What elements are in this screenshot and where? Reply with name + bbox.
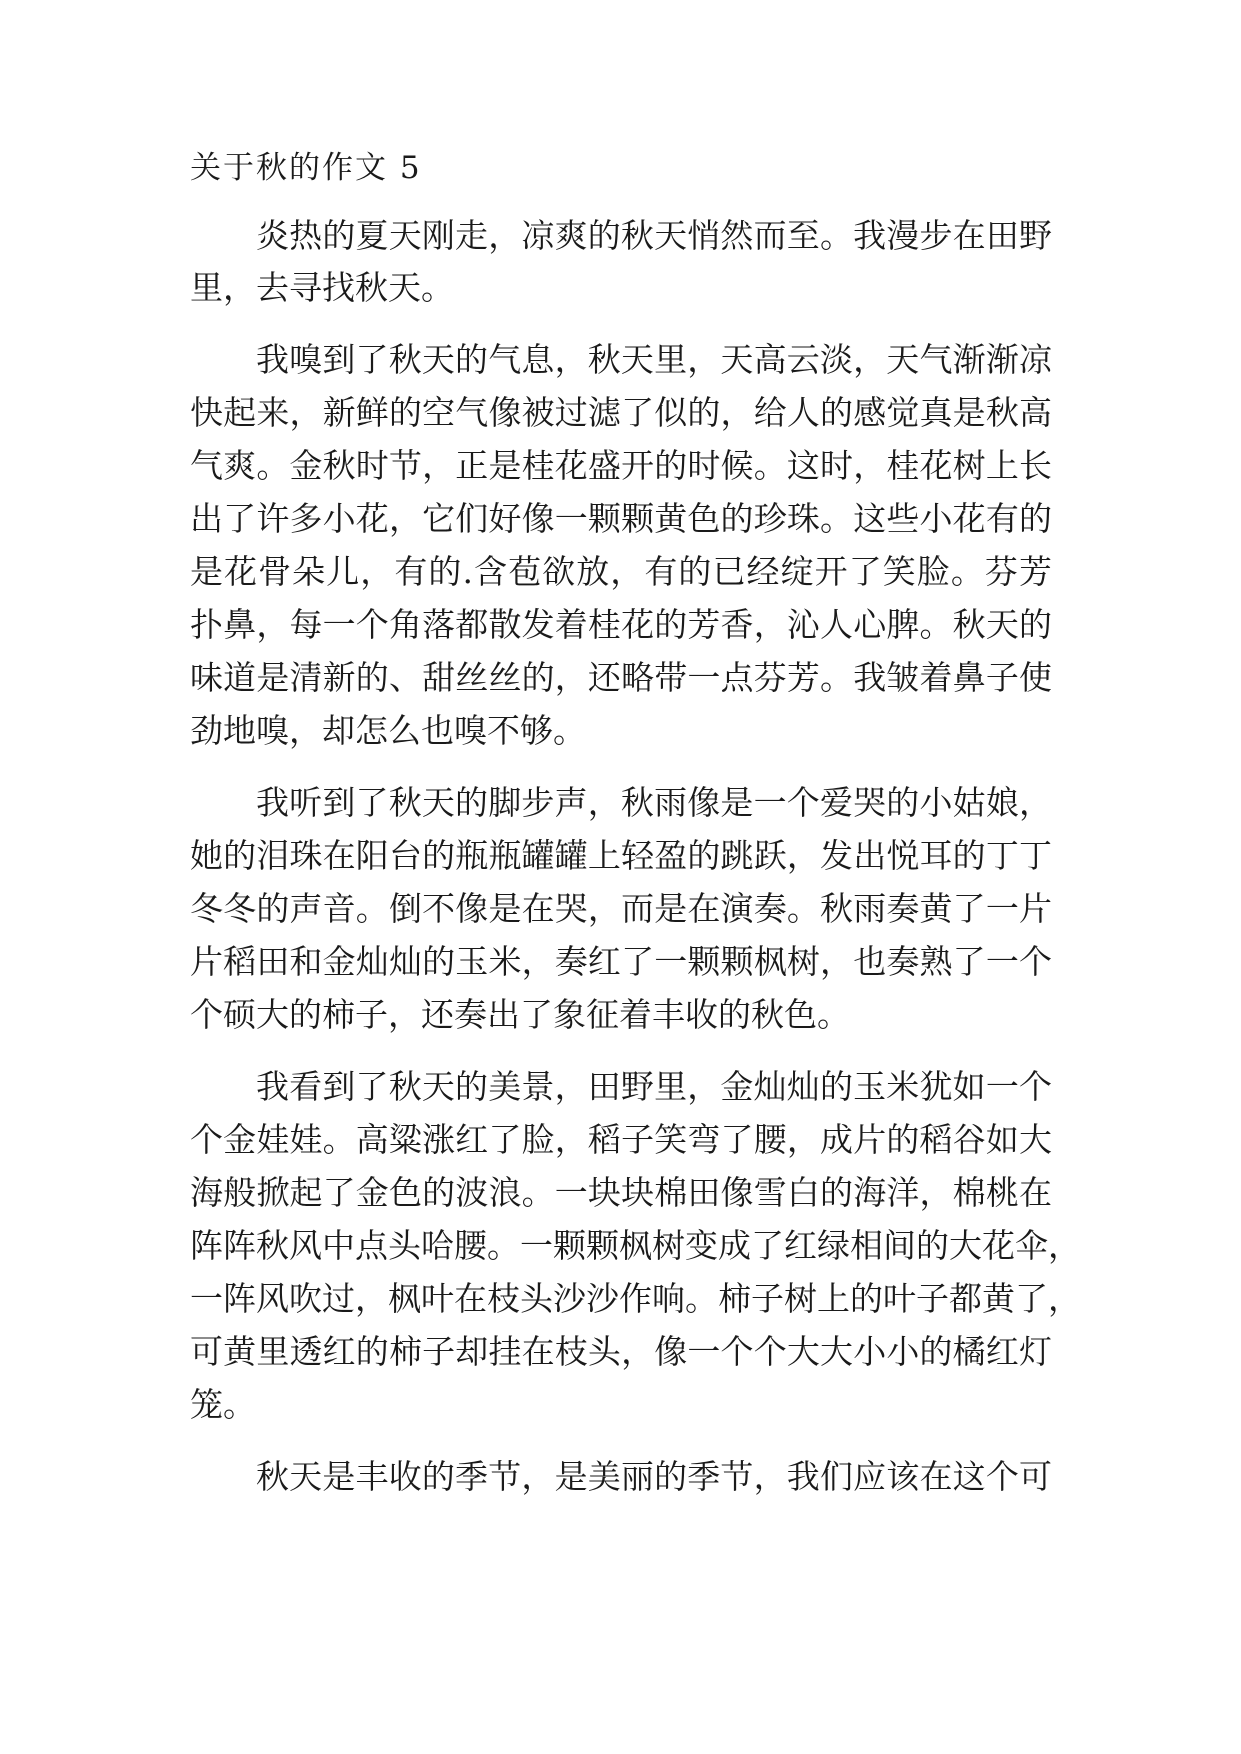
paragraph-line: 扑鼻，每一个角落都散发着桂花的芳香，沁人心脾。秋天的 (190, 605, 1052, 644)
paragraph-line: 炎热的夏天刚走，凉爽的秋天悄然而至。我漫步在田野 (256, 216, 1052, 255)
paragraph-line: 是花骨朵儿，有的.含苞欲放，有的已经绽开了笑脸。芬芳 (190, 552, 1052, 591)
paragraph-line: 我看到了秋天的美景，田野里，金灿灿的玉米犹如一个 (256, 1067, 1052, 1106)
paragraph-line: 冬冬的声音。倒不像是在哭，而是在演奏。秋雨奏黄了一片 (190, 889, 1052, 928)
paragraph-line: 一阵风吹过，枫叶在枝头沙沙作响。柿子树上的叶子都黄了， (190, 1279, 1081, 1318)
paragraph-line: 出了许多小花，它们好像一颗颗黄色的珍珠。这些小花有的 (190, 499, 1052, 538)
paragraph-line: 片稻田和金灿灿的玉米，奏红了一颗颗枫树，也奏熟了一个 (190, 942, 1052, 981)
essay-title: 关于秋的作文 5 (190, 150, 422, 186)
paragraph-line: 秋天是丰收的季节，是美丽的季节，我们应该在这个可 (256, 1457, 1052, 1496)
paragraph-line: 她的泪珠在阳台的瓶瓶罐罐上轻盈的跳跃，发出悦耳的丁丁 (190, 836, 1052, 875)
paragraph-line: 快起来，新鲜的空气像被过滤了似的，给人的感觉真是秋高 (190, 393, 1052, 432)
paragraph-line: 里，去寻找秋天。 (190, 268, 454, 307)
paragraph-line: 我嗅到了秋天的气息，秋天里，天高云淡，天气渐渐凉 (256, 340, 1052, 379)
paragraph-line: 笼。 (190, 1385, 256, 1424)
paragraph-line: 个硕大的柿子，还奏出了象征着丰收的秋色。 (190, 995, 850, 1034)
paragraph-line: 气爽。金秋时节，正是桂花盛开的时候。这时，桂花树上长 (190, 446, 1052, 485)
paragraph-line: 我听到了秋天的脚步声，秋雨像是一个爱哭的小姑娘， (256, 783, 1052, 822)
paragraph-line: 可黄里透红的柿子却挂在枝头，像一个个大大小小的橘红灯 (190, 1332, 1052, 1371)
paragraph-line: 阵阵秋风中点头哈腰。一颗颗枫树变成了红绿相间的大花伞， (190, 1226, 1081, 1265)
paragraph-line: 海般掀起了金色的波浪。一块块棉田像雪白的海洋，棉桃在 (190, 1173, 1052, 1212)
paragraph-line: 味道是清新的、甜丝丝的，还略带一点芬芳。我皱着鼻子使 (190, 658, 1052, 697)
paragraph-line: 个金娃娃。高粱涨红了脸，稻子笑弯了腰，成片的稻谷如大 (190, 1120, 1052, 1159)
paragraph-line: 劲地嗅，却怎么也嗅不够。 (190, 711, 586, 750)
